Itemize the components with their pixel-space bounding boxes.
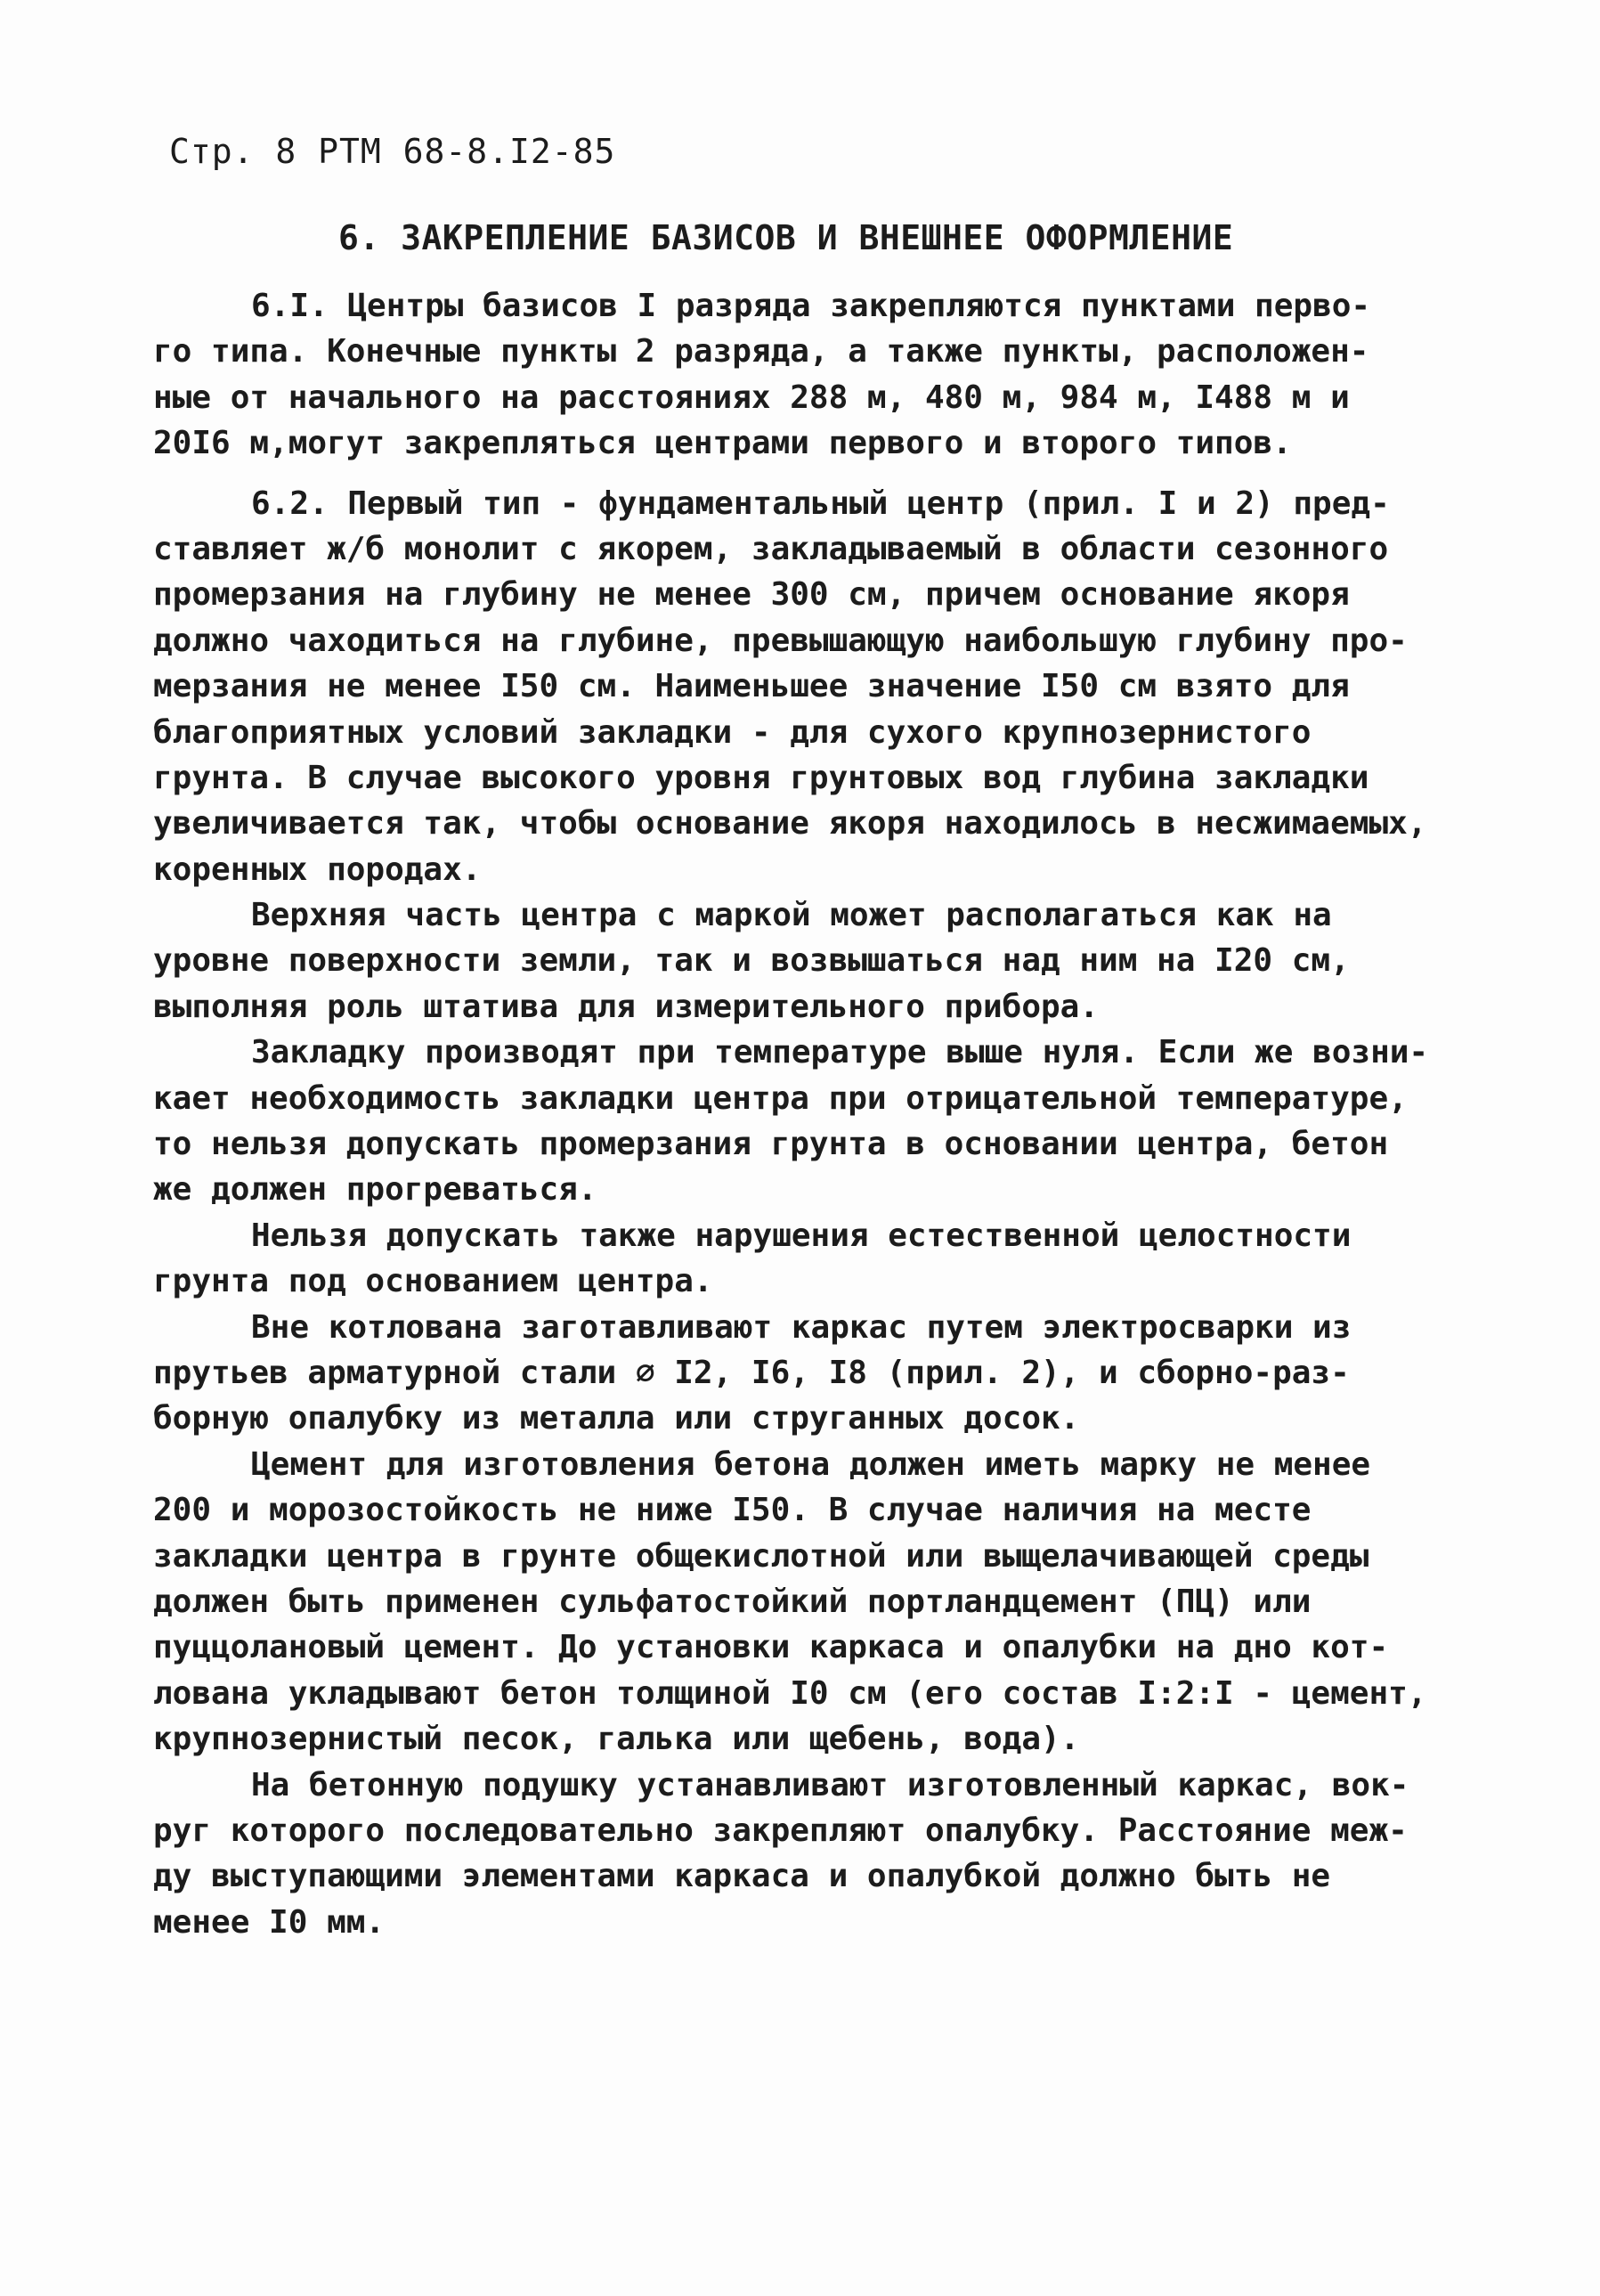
text-line: 20I6 м,могут закрепляться центрами первого и второго типов. [153,425,1292,462]
text-line: благоприятных условий закладки - для сухого крупнозернистого [153,713,1312,751]
text-line: руг которого последовательно закрепляют опалубку. Расстояние меж- [153,1812,1408,1849]
text-line: крупнозернистый песок, галька или щебень, вода). [153,1721,1080,1758]
text-line: Закладку производят при температуре выше нуля. Если же возни- [251,1034,1429,1071]
text-line: ставляет ж/б монолит с якорем, закладываемый в области сезонного [153,530,1389,567]
text-line: 6.2. Первый тип - фундаментальный центр (прил. I и 2) пред- [251,484,1390,522]
text-line: 6.I. Центры базисов I разряда закрепляются пунктами перво- [251,288,1371,324]
text-line: должно чаходиться на глубине, превышающую наибольшую глубину про- [153,622,1408,659]
text-line: На бетонную подушку устанавливают изготовленный каркас, вок- [251,1766,1409,1803]
text-line: Верхняя часть центра с маркой может располагаться как на [251,897,1332,934]
text-line: Нельзя допускать также нарушения естественной целостности [251,1217,1352,1254]
paragraph-cement [153,1442,1427,1763]
paragraph-6-1 [153,283,1400,467]
text-line: Цемент для изготовления бетона должен иметь марку не менее [251,1445,1371,1483]
text-line: же должен прогреваться. [153,1171,597,1209]
text-line: промерзания на глубину не менее 300 см, причем основание якоря [153,576,1350,614]
text-line: выполняя роль штатива для измерительного прибора. [153,988,1100,1025]
text-line: борную опалубку из металла или струганных досок. [153,1400,1080,1437]
text-line: должен быть применен сульфатостойкий портландцемент (ПЦ) или [153,1583,1312,1620]
text-line: Вне котлована заготавливают каркас путем электросварки из [251,1308,1352,1346]
text-line: грунта. В случае высокого уровня грунтовых вод глубина закладки [153,759,1369,796]
paragraph-top-part [153,892,1400,1030]
text-line: ные от начального на расстояниях 288 м, 480 м, 984 м, I488 м и [153,379,1350,416]
paragraph-soil [153,1213,1400,1305]
text-line: мерзания не менее I50 см. Наименьшее значение I50 см взято для [153,668,1350,705]
page-header: Стр. 8 РТМ 68-8.I2-85 [169,132,616,171]
text-line: увеличивается так, чтобы основание якоря находилось в несжимаемых, [153,805,1427,843]
text-line: уровне поверхности земли, так и возвышаться над ним на I20 см, [153,942,1350,980]
paragraph-6-2 [153,481,1427,893]
text-line: лована укладывают бетон толщиной I0 см (его состав I:2:I - цемент, [153,1674,1427,1712]
section-title: 6. ЗАКРЕПЛЕНИЕ БАЗИСОВ И ВНЕШНЕЕ ОФОРМЛЕНИЕ [338,218,1234,257]
text-line: прутьев арматурной стали ∅ I2, I6, I8 (прил. 2), и сборно-раз- [153,1354,1350,1391]
text-line: пуццолановый цемент. До установки каркаса и опалубки на дно кот- [153,1629,1389,1666]
text-line: закладки центра в грунте общекислотной или выщелачивающей среды [153,1537,1369,1575]
paragraph-temperature [153,1030,1429,1213]
text-line: ду выступающими элементами каркаса и опалубкой должно быть не [153,1858,1331,1895]
paragraph-frame [153,1305,1400,1442]
text-line: грунта под основанием центра. [153,1263,713,1300]
text-line: то нельзя допускать промерзания грунта в основании центра, бетон [153,1126,1389,1163]
text-line: кает необходимость закладки центра при отрицательной температуре, [153,1079,1408,1117]
text-line: 200 и морозостойкость не ниже I50. В случае наличия на месте [153,1492,1312,1529]
document-body [153,283,1429,1945]
paragraph-cushion [153,1763,1409,1946]
text-line: коренных породах. [153,851,482,888]
text-line: менее I0 мм. [153,1903,386,1941]
text-line: го типа. Конечные пункты 2 разряда, а также пункты, расположен- [153,333,1369,370]
